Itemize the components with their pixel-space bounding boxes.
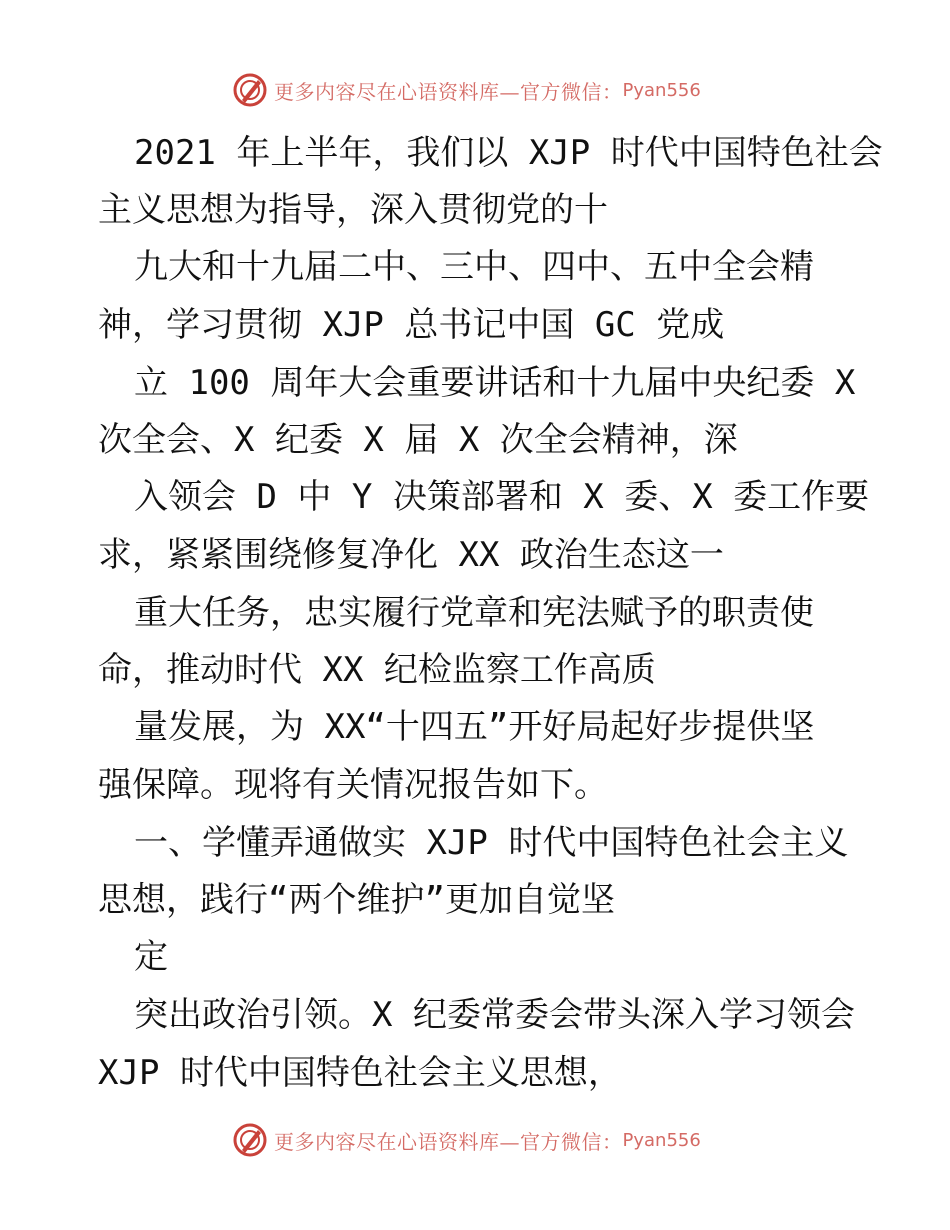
text-line: 次全会、X 纪委 X 届 X 次全会精神，深	[98, 420, 738, 460]
text-line: 强保障。现将有关情况报告如下。	[98, 765, 608, 805]
text-line: 2021 年上半年，我们以 XJP 时代中国特色社会	[134, 133, 883, 173]
text-line: 突出政治引领。X 纪委常委会带头深入学习领会	[134, 995, 855, 1035]
section-heading-line: 思想，践行“两个维护”更加自觉坚	[98, 880, 615, 920]
text-line: 命，推动时代 XX 纪检监察工作高质	[98, 650, 656, 690]
text-line: XJP 时代中国特色社会主义思想，	[98, 1053, 622, 1093]
text-line: 立 100 周年大会重要讲话和十九届中央纪委 X	[134, 363, 856, 403]
watermark-wechat-id: Pyan556	[622, 79, 701, 101]
watermark-wechat-id: Pyan556	[622, 1129, 701, 1151]
watermark-text: 更多内容尽在心语资料库—官方微信：	[274, 79, 623, 104]
section-heading-line: 一、学懂弄通做实 XJP 时代中国特色社会主义	[134, 823, 849, 863]
footer-watermark	[232, 1120, 701, 1160]
section-heading-line: 定	[134, 937, 168, 977]
text-line: 重大任务，忠实履行党章和宪法赋予的职责使	[134, 593, 814, 633]
pen-logo-icon	[232, 1122, 268, 1158]
text-line: 入领会 D 中 Y 决策部署和 X 委、X 委工作要	[134, 477, 870, 517]
text-line: 量发展，为 XX“十四五”开好局起好步提供坚	[134, 707, 815, 747]
watermark-text: 更多内容尽在心语资料库—官方微信：	[274, 1129, 623, 1154]
text-line: 主义思想为指导，深入贯彻党的十	[98, 190, 608, 230]
pen-logo-icon	[232, 72, 268, 108]
text-line: 九大和十九届二中、三中、四中、五中全会精	[134, 247, 814, 287]
header-watermark	[232, 70, 701, 110]
text-line: 求，紧紧围绕修复净化 XX 政治生态这一	[98, 535, 724, 575]
text-line: 神，学习贯彻 XJP 总书记中国 GC 党成	[98, 305, 725, 345]
